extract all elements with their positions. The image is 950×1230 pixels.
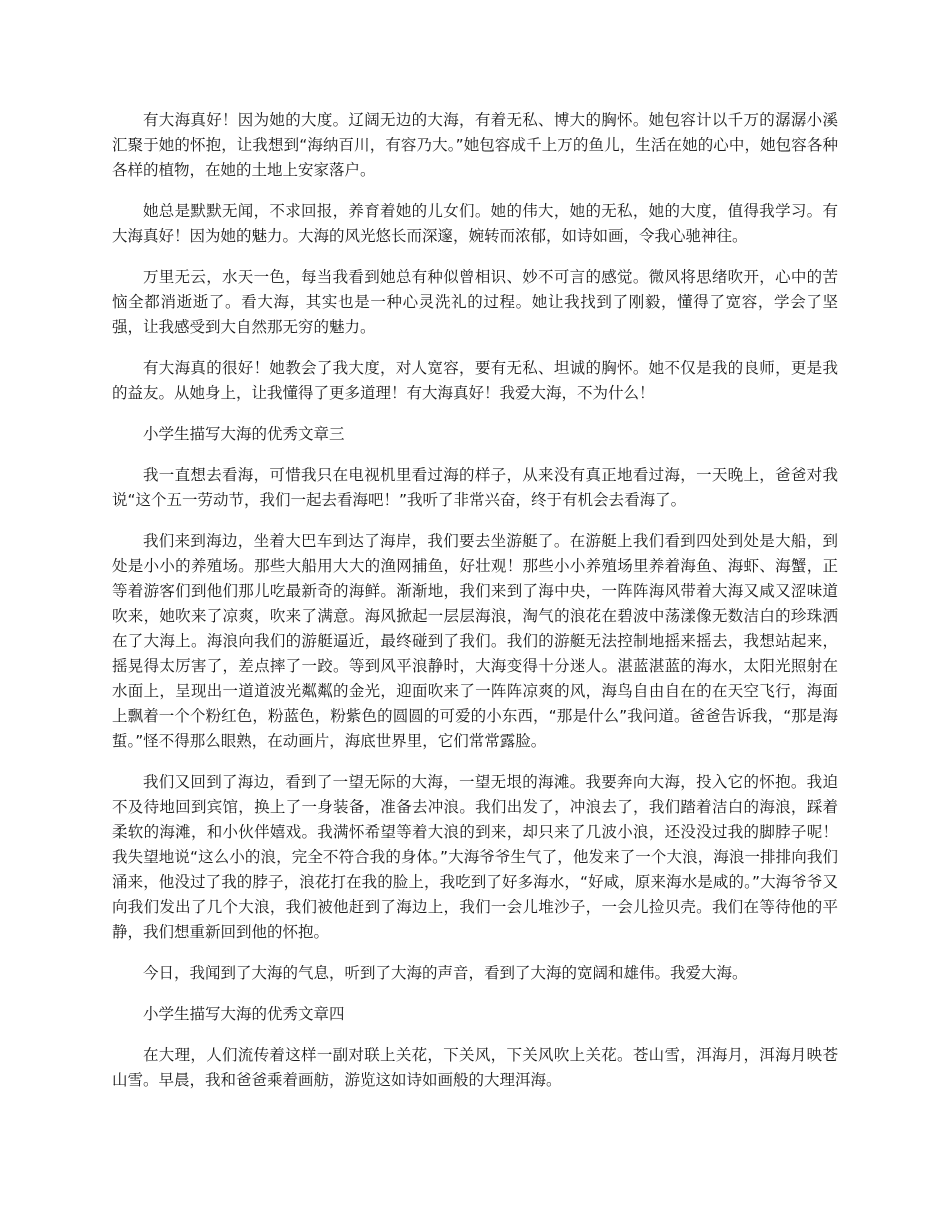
- paragraph: 她总是默默无闻，不求回报，养育着她的儿女们。她的伟大，她的无私，她的大度，值得我学习。有大海真好！因为她的魅力。大海的风光悠长而深邃，婉转而浓郁，如诗如画，令我心驰神往。: [112, 202, 838, 245]
- section-heading: 小学生描写大海的优秀文章三: [143, 425, 345, 443]
- paragraph: 今日，我闻到了大海的气息，听到了大海的声音，看到了大海的宽阔和雄伟。我爱大海。: [143, 964, 748, 982]
- paragraph: 有大海真的很好！她教会了我大度，对人宽容，要有无私、坦诚的胸怀。她不仅是我的良师，更是我的益友。从她身上，让我懂得了更多道理！有大海真好！我爱大海，不为什么！: [112, 359, 838, 402]
- paragraph: 万里无云，水天一色，每当我看到她总有种似曾相识、妙不可言的感觉。微风将思绪吹开，心中的苦恼全都消逝逝了。看大海，其实也是一种心灵洗礼的过程。她让我找到了刚毅，懂得了宽容，学会了坚强，让我感受到大自然那无穷的魅力。: [112, 268, 838, 336]
- paragraph: 我们来到海边，坐着大巴车到达了海岸，我们要去坐游艇了。在游艇上我们看到四处到处是大船，到处是小小的养殖场。那些大船用大大的渔网捕鱼，好壮观！那些小小养殖场里养着海鱼、海虾、海蟹，正等着游客们到他们那儿吃最新奇的海鲜。渐渐地，我们来到了海中央，一阵阵海风带着大海又咸又涩味道吹来，她吹来了凉爽，吹来了满意。海风掀起一层层海浪，淘气的浪花在碧波中荡漾像无数洁白的珍珠洒在了大海上。海浪向我们的游艇逼近，最终碰到了我们。我们的游艇无法控制地摇来摇去，我想站起来，摇晃得太厉害了，差点摔了一跤。等到风平浪静时，大海变得十分迷人。湛蓝湛蓝的海水，太阳光照射在水面上，呈现出一道道波光粼粼的金光，迎面吹来了一阵阵凉爽的风，海鸟自由自在的在天空飞行，海面上飘着一个个粉红色，粉蓝色，粉紫色的圆圆的可爱的小东西，“那是什么”我问道。爸爸告诉我，“那是海蜇。”怪不得那么眼熟，在动画片，海底世界里，它们常常露脸。: [112, 532, 838, 750]
- paragraph: 我一直想去看海，可惜我只在电视机里看过海的样子，从来没有真正地看过海，一天晚上，爸爸对我说“这个五一劳动节，我们一起去看海吧！”我听了非常兴奋，终于有机会去看海了。: [112, 466, 838, 509]
- paragraph: 我们又回到了海边，看到了一望无际的大海，一望无垠的海滩。我要奔向大海，投入它的怀抱。我迫不及待地回到宾馆，换上了一身装备，准备去冲浪。我们出发了，冲浪去了，我们踏着洁白的海浪，踩着柔软的海滩，和小伙伴嬉戏。我满怀希望等着大浪的到来，却只来了几波小浪，还没没过我的脚脖子呢！我失望地说“这么小的浪，完全不符合我的身体。”大海爷爷生气了，他发来了一个大浪，海浪一排排向我们涌来，他没过了我的脖子，浪花打在我的脸上，我吃到了好多海水，“好咸，原来海水是咸的。”大海爷爷又向我们发出了几个大浪，我们被他赶到了海边上，我们一会儿堆沙子，一会儿捡贝壳。我们在等待他的平静，我们想重新回到他的怀抱。: [112, 773, 838, 941]
- paragraph: 有大海真好！因为她的大度。辽阔无边的大海，有着无私、博大的胸怀。她包容计以千万的潺潺小溪汇聚于她的怀抱，让我想到“海纳百川，有容乃大。”她包容成千上万的鱼儿，生活在她的心中，她包容各种各样的植物，在她的土地上安家落户。: [112, 111, 838, 179]
- paragraph: 在大理，人们流传着这样一副对联上关花，下关风，下关风吹上关花。苍山雪，洱海月，洱海月映苍山雪。早晨，我和爸爸乘着画舫，游览这如诗如画般的大理洱海。: [112, 1046, 838, 1089]
- document-page: [112, 108, 838, 1109]
- section-heading: 小学生描写大海的优秀文章四: [143, 1005, 345, 1023]
